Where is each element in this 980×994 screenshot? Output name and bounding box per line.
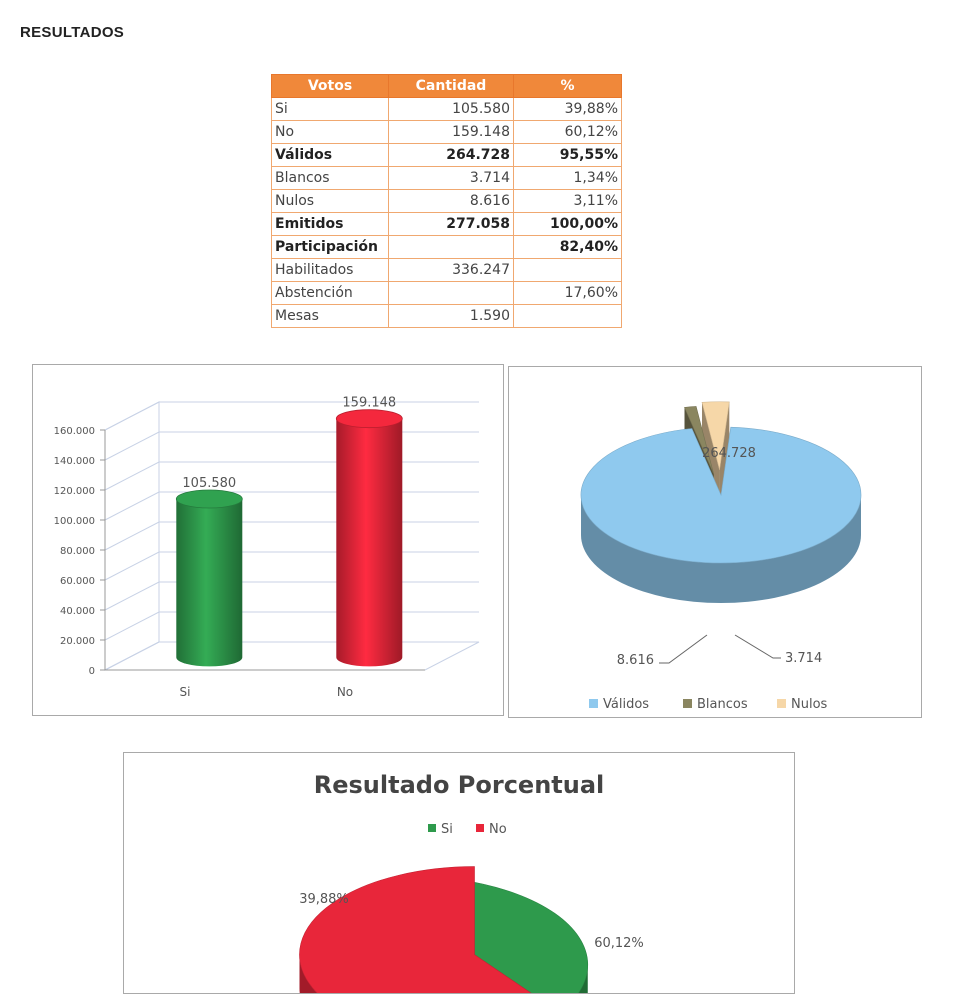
bar-chart — [33, 365, 503, 715]
percent-pie-panel — [123, 752, 795, 994]
row-cantidad: 8.616 — [389, 190, 514, 213]
bar-data-label: 159.148 — [342, 395, 397, 411]
gridline — [105, 582, 479, 610]
table-row — [272, 236, 622, 259]
floor — [105, 642, 479, 670]
row-cantidad: 277.058 — [389, 213, 514, 236]
y-tick-label: 20.000 — [60, 636, 95, 647]
x-category-label: No — [336, 685, 354, 699]
y-tick-label: 100.000 — [53, 516, 95, 527]
table-row — [272, 305, 622, 328]
legend-label-válidos: Válidos — [603, 697, 650, 712]
gridline — [105, 552, 479, 580]
gridline — [105, 462, 479, 490]
gridline — [105, 492, 479, 520]
slice-data-label: 3.714 — [785, 651, 823, 666]
row-percent — [514, 305, 622, 328]
y-tick-label: 60.000 — [60, 576, 95, 587]
row-percent — [514, 259, 622, 282]
legend-swatch-si — [428, 824, 436, 832]
y-tick-label: 40.000 — [60, 606, 95, 617]
row-label: Mesas — [272, 305, 389, 328]
y-tick-label: 0 — [88, 666, 95, 677]
legend-label-nulos: Nulos — [791, 697, 828, 712]
bar-no — [336, 419, 402, 667]
legend-swatch-no — [476, 824, 484, 832]
leader-line-blancos — [735, 635, 781, 658]
table-row — [272, 98, 622, 121]
row-label: Habilitados — [272, 259, 389, 282]
table-row — [272, 213, 622, 236]
row-percent: 39,88% — [514, 98, 622, 121]
legend-label-no: No — [489, 822, 507, 837]
row-percent: 3,11% — [514, 190, 622, 213]
row-percent: 82,40% — [514, 236, 622, 259]
row-label: Si — [272, 98, 389, 121]
leader-line-nulos — [659, 635, 707, 663]
table-row — [272, 259, 622, 282]
y-tick-label: 80.000 — [60, 546, 95, 557]
row-label: Participación — [272, 236, 389, 259]
results-table-body — [272, 98, 622, 328]
legend-swatch-nulos — [777, 699, 786, 708]
gridline — [105, 402, 479, 430]
row-cantidad: 3.714 — [389, 167, 514, 190]
row-cantidad: 105.580 — [389, 98, 514, 121]
bar-si — [176, 499, 242, 666]
row-label: Abstención — [272, 282, 389, 305]
results-table — [271, 74, 622, 328]
row-cantidad: 1.590 — [389, 305, 514, 328]
bar-data-label: 105.580 — [182, 476, 237, 492]
legend-label-blancos: Blancos — [697, 697, 748, 712]
header-cantidad: Cantidad — [389, 75, 514, 98]
y-tick-label: 120.000 — [53, 486, 95, 497]
row-percent: 1,34% — [514, 167, 622, 190]
y-tick-label: 160.000 — [53, 426, 95, 437]
legend-label-si: Si — [441, 822, 453, 837]
row-percent: 95,55% — [514, 144, 622, 167]
row-percent: 17,60% — [514, 282, 622, 305]
y-tick-label: 140.000 — [53, 456, 95, 467]
header-votos: Votos — [272, 75, 389, 98]
table-row — [272, 282, 622, 305]
percent-pie-chart — [124, 753, 794, 993]
row-label: No — [272, 121, 389, 144]
bar-chart-panel — [32, 364, 504, 716]
row-percent: 100,00% — [514, 213, 622, 236]
x-category-label: Si — [179, 685, 191, 699]
slice-data-label: 264.728 — [702, 446, 756, 461]
row-cantidad — [389, 282, 514, 305]
table-row — [272, 167, 622, 190]
votes-pie-panel — [508, 366, 922, 718]
table-row — [272, 190, 622, 213]
row-label: Emitidos — [272, 213, 389, 236]
row-label: Válidos — [272, 144, 389, 167]
row-percent: 60,12% — [514, 121, 622, 144]
slice-data-label: 8.616 — [616, 653, 654, 668]
page-heading: RESULTADOS — [20, 24, 125, 41]
row-label: Nulos — [272, 190, 389, 213]
gridline — [105, 522, 479, 550]
votes-pie-chart — [509, 367, 921, 717]
row-cantidad: 336.247 — [389, 259, 514, 282]
table-row — [272, 144, 622, 167]
legend-swatch-blancos — [683, 699, 692, 708]
slice-data-label: 39,88% — [299, 892, 349, 907]
slice-data-label: 60,12% — [594, 936, 644, 951]
gridline — [105, 432, 479, 460]
row-cantidad — [389, 236, 514, 259]
row-label: Blancos — [272, 167, 389, 190]
row-cantidad: 159.148 — [389, 121, 514, 144]
gridline — [105, 612, 479, 640]
bar-top-no — [336, 410, 402, 428]
chart-title: Resultado Porcentual — [313, 771, 605, 799]
row-cantidad: 264.728 — [389, 144, 514, 167]
header-percent: % — [514, 75, 622, 98]
table-header-row — [272, 75, 622, 98]
legend-swatch-válidos — [589, 699, 598, 708]
gridline — [105, 642, 479, 670]
bar-top-si — [176, 490, 242, 508]
table-row — [272, 121, 622, 144]
